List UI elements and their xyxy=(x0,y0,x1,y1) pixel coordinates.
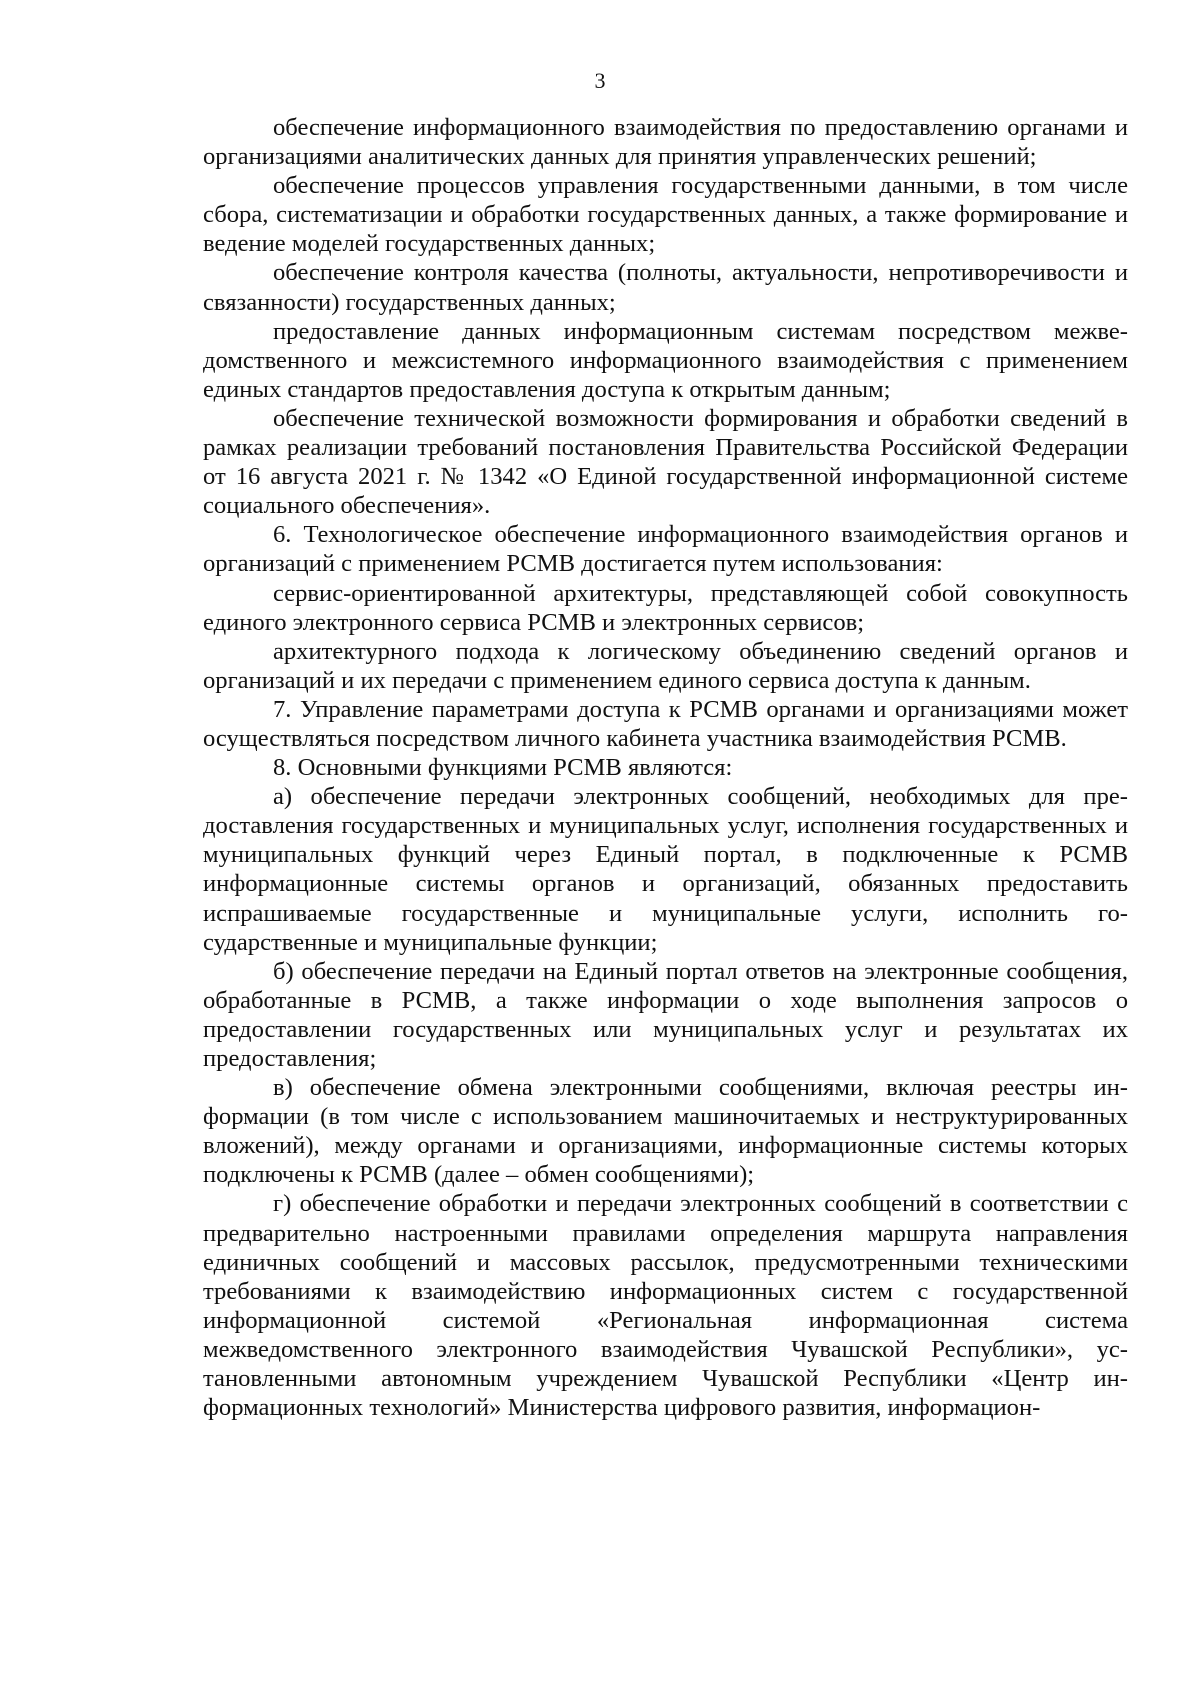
paragraph-item-8g: г) обеспечение обработки и передачи электронных сообщений в соответствии с предварительно настроенными правилами определения маршрута направления единичных сообщений и массовых рассылок, предусмотренными техническими требованиями к взаимодействию информационных систем с государственной информационной системой «Региональная информационная система межведомственного электронного взаимодействия Чувашской Республики», установленными автономным учреждением Чувашской Республики «Центр информационных технологий» Министерства цифрового развития, информацион- xyxy=(203,1190,1128,1422)
paragraph-item-8: 8. Основными функциями РСМВ являются: xyxy=(273,754,733,782)
document-body xyxy=(203,113,1128,1422)
paragraph-social-security-system: обеспечение технической возможности формирования и обработки сведений в рамках реализации требований постановления Правительства Российской Федерации от 16 августа 2021 г. № 1342 «О Единой государственной информационной системе социального обеспечения». xyxy=(203,404,1128,520)
paragraph-item-8v: в) обеспечение обмена электронными сообщениями, включая реестры информации (в том числе с использованием машиночитаемых и неструктурированных вложений), между органами и организациями, информационные системы которых подключены к РСМВ (далее – обмен сообщениями); xyxy=(203,1074,1128,1189)
paragraph-data-management: обеспечение процессов управления государственными данными, в том числе сбора, систематизации и обработки государственных данных, а также формирование и ведение моделей государственных данных; xyxy=(203,172,1128,258)
paragraph-item-8b: б) обеспечение передачи на Единый портал ответов на электронные сообщения, обработанные в РСМВ, а также информации о ходе выполнения запросов о предоставлении государственных или муниципальных услуг и результатах их предоставления; xyxy=(203,957,1128,1072)
paragraph-item-8a: а) обеспечение передачи электронных сообщений, необходимых для предоставления государственных и муниципальных услуг, исполнения государственных и муниципальных функций через Единый портал, в подключенные к РСМВ информационные системы органов и организаций, обязанных предоставить испрашиваемые государственные и муниципальные услуги, исполнить государственные и муниципальные функции; xyxy=(203,783,1128,956)
paragraph-item-7: 7. Управление параметрами доступа к РСМВ органами и организациями может осуществляться посредством личного кабинета участника взаимодействия РСМВ. xyxy=(203,695,1128,752)
paragraph-data-provision: предоставление данных информационным системам посредством межведомственного и межсистемного информационного взаимодействия с применением единых стандартов предоставления доступа к открытым данным; xyxy=(203,317,1128,403)
paragraph-analytics-data: обеспечение информационного взаимодействия по предоставлению органами и организациями аналитических данных для принятия управленческих решений; xyxy=(203,114,1128,171)
paragraph-architectural-approach: архитектурного подхода к логическому объединению сведений органов и организаций и их передачи с применением единого сервиса доступа к данным. xyxy=(203,637,1128,694)
paragraph-item-6: 6. Технологическое обеспечение информационного взаимодействия органов и организаций с применением РСМВ достигается путем использования: xyxy=(203,521,1128,578)
paragraph-quality-control: обеспечение контроля качества (полноты, актуальности, непротиворечивости и связанности) государственных данных; xyxy=(203,259,1128,316)
page-number: 3 xyxy=(594,68,606,93)
paragraph-service-architecture: сервис-ориентированной архитектуры, представляющей собой совокупность единого электронного сервиса РСМВ и электронных сервисов; xyxy=(203,579,1128,636)
